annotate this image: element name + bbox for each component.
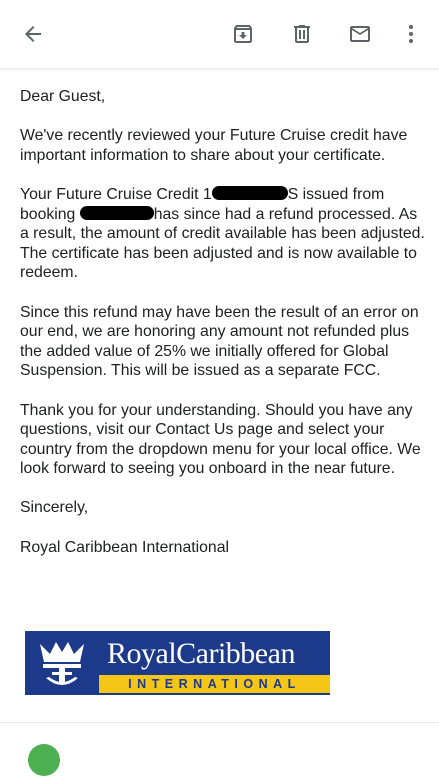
- email-paragraph-2: [20, 185, 425, 283]
- redacted-booking-number: [80, 206, 154, 220]
- arrow-back-icon: [21, 22, 45, 46]
- email-toolbar: [0, 0, 439, 69]
- delete-button[interactable]: [282, 14, 322, 54]
- trash-icon: [290, 22, 314, 46]
- footer-divider: [0, 722, 439, 723]
- email-paragraph-4: Thank you for your understanding. Should you have any questions, visit our Contact Us page and select your country from the dropdown menu for your local office. We look forward to seeing you onboard in the near future.: [20, 401, 421, 478]
- email-paragraph-1: We've recently reviewed your Future Cruise credit have important information to share about your certificate.: [20, 127, 408, 164]
- more-options-button[interactable]: [391, 14, 431, 54]
- mark-unread-button[interactable]: [340, 14, 380, 54]
- royal-caribbean-logo: [25, 631, 330, 695]
- more-vert-icon: [399, 22, 423, 46]
- email-signature: Royal Caribbean International: [20, 538, 230, 556]
- logo-tagline-bar: [99, 675, 330, 693]
- archive-button[interactable]: [223, 14, 263, 54]
- email-paragraph-3: Since this refund may have been the result of an error on our end, we are honoring any amount not refunded plus the added value of 25% we initially offered for Global Suspension. This will be issued as a separate FCC.: [20, 303, 419, 380]
- paragraph-2-part-c: has since had a refund processed. As a result, the amount of credit available has been adjusted. The certificate has been adjusted and is now available to redeem.: [20, 205, 425, 282]
- back-button[interactable]: [13, 14, 53, 54]
- crown-anchor-icon: [25, 631, 99, 695]
- email-body: [20, 87, 425, 577]
- mail-icon: [347, 22, 373, 46]
- email-greeting: Dear Guest,: [20, 88, 106, 105]
- archive-icon: [231, 22, 255, 46]
- paragraph-2-part-a: Your Future Cruise Credit 1: [20, 185, 212, 203]
- email-closing: Sincerely,: [20, 499, 89, 517]
- logo-wordmark: RoyalCaribbean: [107, 637, 295, 670]
- redacted-certificate-number: [212, 186, 288, 200]
- paragraph-2-part-b: S issued from booking: [20, 185, 385, 223]
- logo-tagline: INTERNATIONAL: [128, 677, 301, 691]
- avatar[interactable]: [28, 744, 60, 776]
